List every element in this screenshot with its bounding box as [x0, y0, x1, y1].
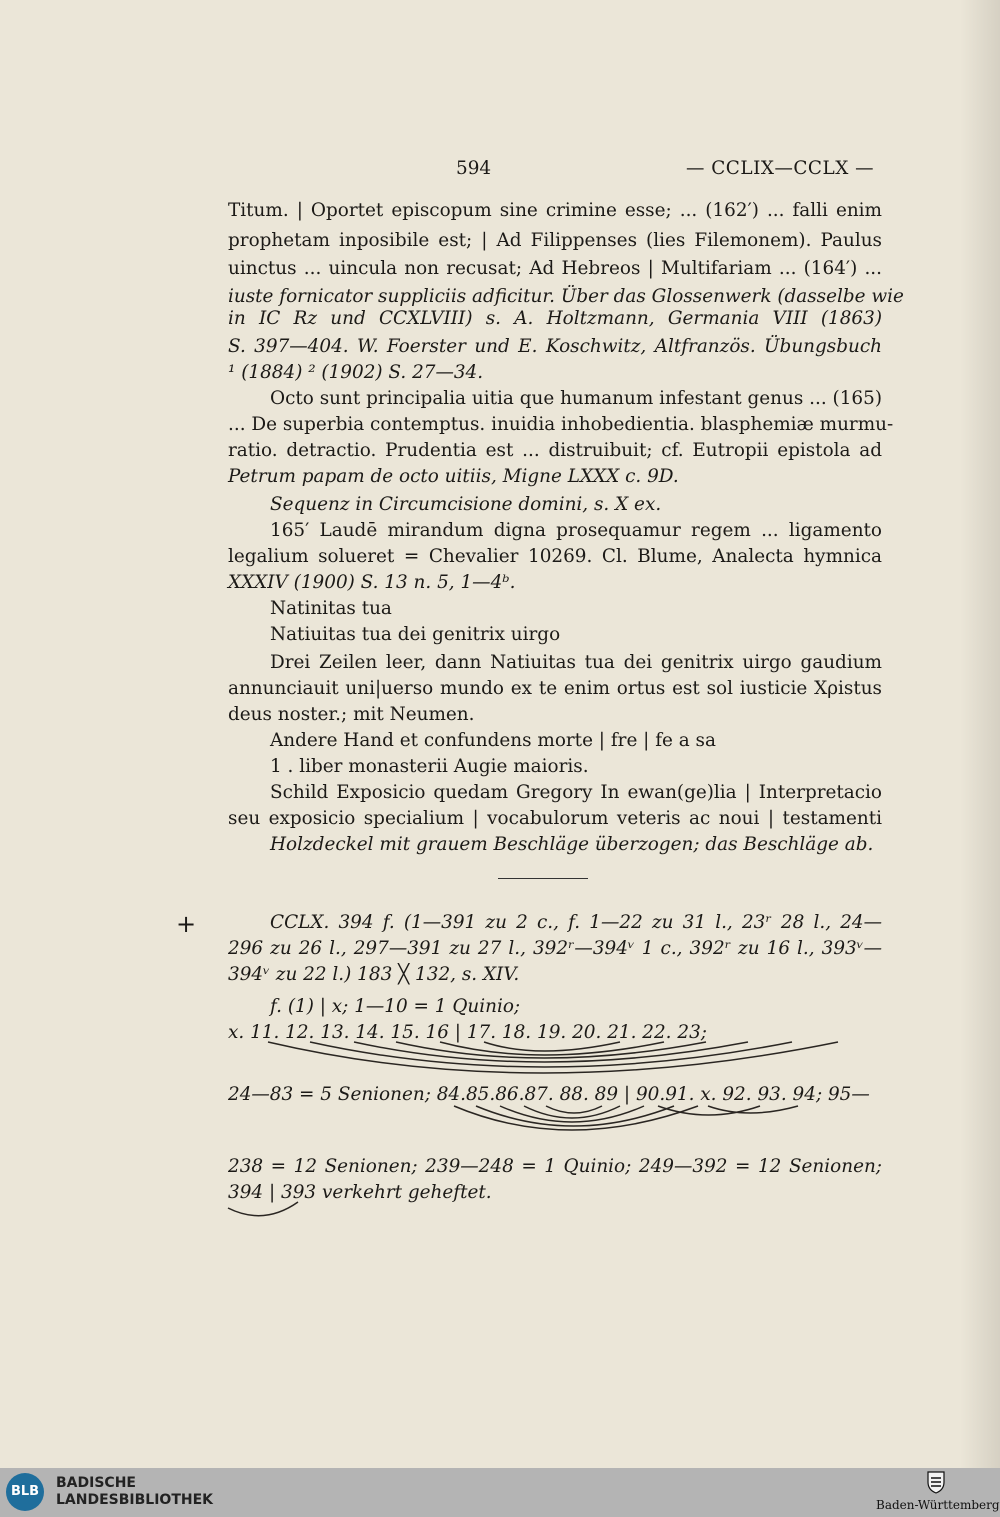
quire-arc — [524, 1106, 620, 1118]
text-line-12: Sequenz in Circumcisione domini, s. X ex. — [270, 494, 662, 515]
text-line-33: 394 | 393 verkehrt geheftet. — [228, 1182, 492, 1203]
quire-arc — [708, 1106, 798, 1113]
text-line-29: f. (1) | x; 1—10 = 1 Quinio; — [270, 996, 521, 1017]
blb-logo[interactable]: BLB — [6, 1473, 44, 1511]
text-line-28: 394ᵛ zu 22 l.) 183 ╳ 132, s. XIV. — [228, 964, 520, 985]
section-divider — [498, 878, 588, 879]
text-line-32: 238 = 12 Senionen; 239—248 = 1 Quinio; 249—392 = 12 Senionen; — [228, 1156, 882, 1177]
library-name-line-2: LANDESBIBLIOTHEK — [56, 1492, 214, 1508]
coat-of-arms-icon — [925, 1470, 947, 1494]
text-line-8: Octo sunt principalia uitia que humanum infestant genus ... (165) — [270, 388, 882, 409]
quire-arc — [546, 1106, 602, 1113]
quire-arc — [484, 1042, 620, 1051]
text-line-27: 296 zu 26 l., 297—391 zu 27 l., 392ʳ—394ᵛ 1 c., 392ʳ zu 16 l., 393ᵛ— — [228, 938, 882, 959]
text-line-30: x. 11. 12. 13. 14. 15. 16 | 17. 18. 19. 20. 21. 22. 23; — [228, 1022, 707, 1043]
text-line-14: legalium solueret = Chevalier 10269. Cl. Blume, Analecta hymnica — [228, 546, 882, 567]
text-line-9: ... De superbia contemptus. inuidia inhobedientia. blasphemiæ murmu- — [228, 414, 894, 435]
page-number: 594 — [456, 158, 492, 179]
library-name-line-1: BADISCHE — [56, 1475, 136, 1491]
quire-arcs-diagram — [228, 1030, 888, 1220]
text-line-17: Natiuitas tua dei genitrix uirgo — [270, 624, 561, 645]
text-line-23: Schild Exposicio quedam Gregory In ewan(ge)lia | Interpretacio — [270, 782, 882, 803]
text-line-7: ¹ (1884) ² (1902) S. 27—34. — [228, 362, 484, 383]
margin-plus-mark: + — [176, 910, 197, 938]
text-line-10: ratio. detractio. Prudentia est ... distruibuit; cf. Eutropii epistola ad — [228, 440, 882, 461]
text-line-18: Drei Zeilen leer, dann Natiuitas tua dei genitrix uirgo gaudium — [270, 652, 882, 673]
text-line-5: in IC Rz und CCXLVIII) s. A. Holtzmann, Germania VIII (1863) — [228, 308, 882, 329]
text-line-31: 24—83 = 5 Senionen; 84.85.86.87. 88. 89 | 90.91. x. 92. 93. 94; 95— — [228, 1084, 870, 1105]
state-label: Baden-Württemberg — [876, 1498, 1000, 1512]
text-line-19: annunciauit uni|uerso mundo ex te enim ortus est sol iusticie Xρistus — [228, 678, 882, 699]
library-name — [56, 1475, 213, 1509]
text-line-22: 1 . liber monasterii Augie maioris. — [270, 756, 589, 777]
text-line-1: Titum. | Oportet episcopum sine crimine esse; ... (162′) ... falli enim — [228, 200, 882, 221]
viewer-footer-bar — [0, 1468, 1000, 1517]
text-line-20: deus noster.; mit Neumen. — [228, 704, 475, 725]
text-line-24: seu exposicio specialium | vocabulorum veteris ac noui | testamenti — [228, 808, 882, 829]
text-line-16: Natinitas tua — [270, 598, 392, 619]
text-line-4: iuste fornicator suppliciis adficitur. Über das Glossenwerk (dasselbe wie — [228, 286, 904, 307]
running-title: — CCLIX—CCLX — — [686, 158, 875, 179]
text-line-3: uinctus ... uincula non recusat; Ad Hebreos | Multifariam ... (164′) ... — [228, 258, 882, 279]
text-line-15: XXXIV (1900) S. 13 n. 5, 1—4ᵇ. — [228, 572, 516, 593]
text-line-6: S. 397—404. W. Foerster und E. Koschwitz, Altfranzös. Übungsbuch — [228, 336, 882, 357]
text-line-26: CCLX. 394 f. (1—391 zu 2 c., f. 1—22 zu 31 l., 23ʳ 28 l., 24— — [270, 912, 882, 933]
text-line-2: prophetam inposibile est; | Ad Filippenses (lies Filemonem). Paulus — [228, 230, 882, 251]
text-line-11: Petrum papam de octo uitiis, Migne LXXX c. 9D. — [228, 466, 679, 487]
quire-arc — [500, 1106, 644, 1122]
text-line-21: Andere Hand et confundens morte | fre | fe a sa — [270, 730, 716, 751]
page-edge-shadow — [960, 0, 1000, 1468]
quire-arc — [228, 1202, 298, 1216]
text-line-25: Holzdeckel mit grauem Beschläge überzogen; das Beschläge ab. — [270, 834, 874, 855]
text-line-13: 165′ Laudē mirandum digna prosequamur regem ... ligamento — [270, 520, 882, 541]
